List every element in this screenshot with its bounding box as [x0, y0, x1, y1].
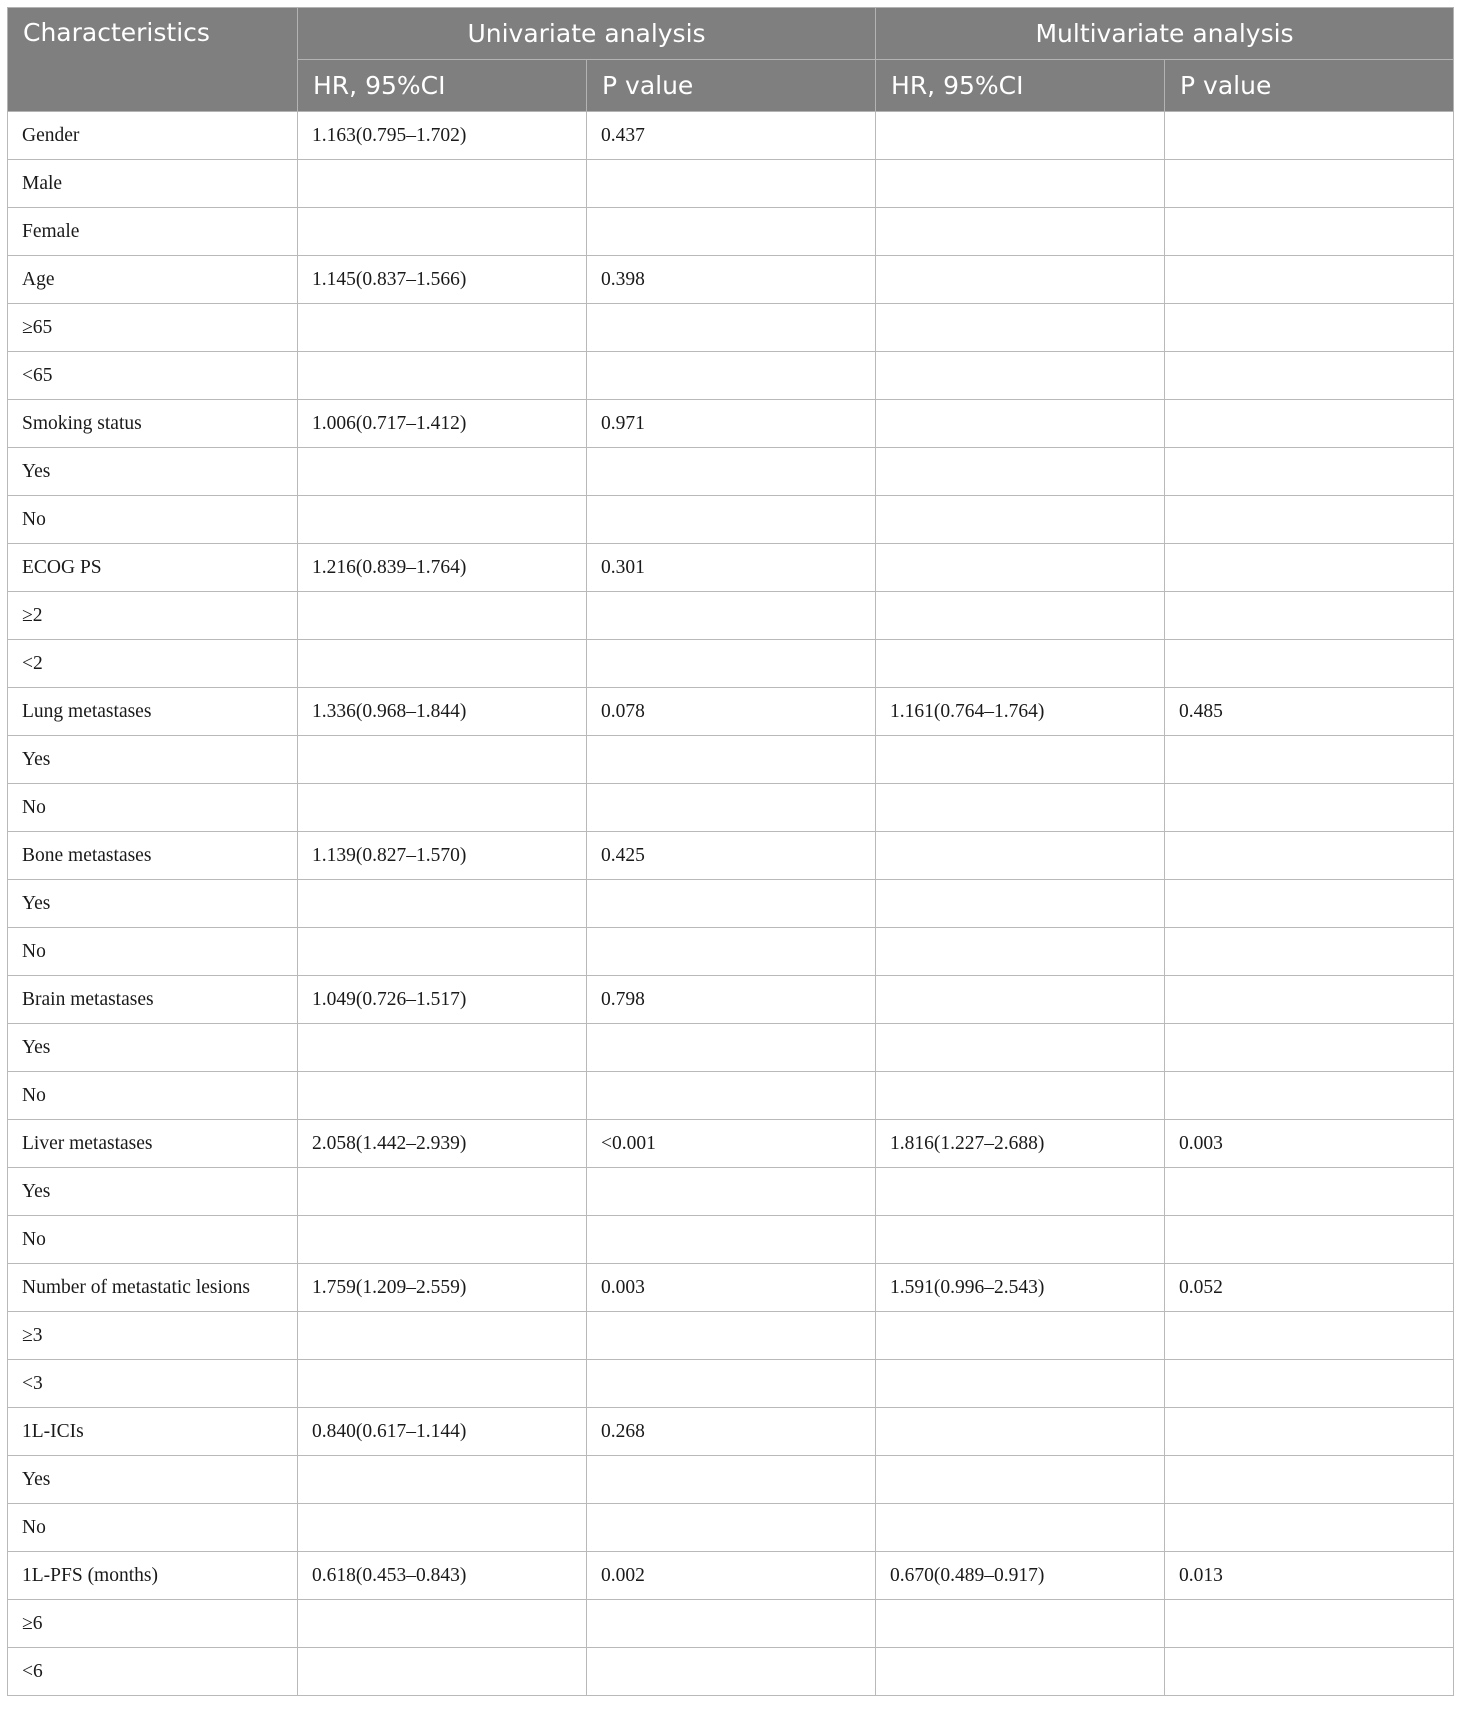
- characteristic-cell: Brain metastases: [8, 976, 298, 1024]
- table-row: [8, 1168, 1454, 1216]
- characteristic-cell: Yes: [8, 1168, 298, 1216]
- characteristic-cell: No: [8, 1504, 298, 1552]
- univariate-hr-cell: [298, 1648, 587, 1696]
- multivariate-p-cell: [1165, 256, 1454, 304]
- univariate-hr-cell: [298, 928, 587, 976]
- univariate-hr-cell: 2.058(1.442–2.939): [298, 1120, 587, 1168]
- univariate-p-cell: [587, 448, 876, 496]
- table-row: [8, 928, 1454, 976]
- table-row: [8, 1216, 1454, 1264]
- univariate-hr-cell: [298, 736, 587, 784]
- characteristic-cell: ≥6: [8, 1600, 298, 1648]
- characteristic-cell: No: [8, 1072, 298, 1120]
- multivariate-p-cell: [1165, 592, 1454, 640]
- table-row: [8, 1552, 1454, 1600]
- characteristic-cell: Number of metastatic lesions: [8, 1264, 298, 1312]
- univariate-hr-cell: [298, 592, 587, 640]
- multivariate-p-cell: [1165, 736, 1454, 784]
- table-row: [8, 208, 1454, 256]
- multivariate-p-cell: 0.485: [1165, 688, 1454, 736]
- univariate-hr-cell: 1.336(0.968–1.844): [298, 688, 587, 736]
- table-row: [8, 976, 1454, 1024]
- table-row: [8, 400, 1454, 448]
- univariate-p-cell: 0.798: [587, 976, 876, 1024]
- multivariate-p-cell: [1165, 112, 1454, 160]
- characteristic-cell: ≥3: [8, 1312, 298, 1360]
- univariate-p-cell: 0.425: [587, 832, 876, 880]
- univariate-hr-cell: [298, 1360, 587, 1408]
- table-row: [8, 304, 1454, 352]
- multivariate-hr-cell: [876, 496, 1165, 544]
- multivariate-hr-cell: [876, 1024, 1165, 1072]
- multivariate-hr-cell: [876, 880, 1165, 928]
- multivariate-hr-cell: [876, 928, 1165, 976]
- univariate-hr-cell: 1.216(0.839–1.764): [298, 544, 587, 592]
- multivariate-hr-cell: [876, 1312, 1165, 1360]
- multivariate-p-cell: [1165, 832, 1454, 880]
- table-row: [8, 1120, 1454, 1168]
- univariate-p-cell: [587, 496, 876, 544]
- header-multivariate-analysis: Multivariate analysis: [876, 8, 1454, 60]
- table-row: [8, 1264, 1454, 1312]
- multivariate-hr-cell: [876, 1600, 1165, 1648]
- table-row: [8, 1600, 1454, 1648]
- multivariate-hr-cell: [876, 1168, 1165, 1216]
- multivariate-hr-cell: [876, 112, 1165, 160]
- multivariate-p-cell: [1165, 1456, 1454, 1504]
- univariate-p-cell: [587, 1072, 876, 1120]
- multivariate-p-cell: [1165, 1168, 1454, 1216]
- univariate-hr-cell: [298, 448, 587, 496]
- univariate-p-cell: [587, 592, 876, 640]
- univariate-p-cell: 0.003: [587, 1264, 876, 1312]
- univariate-p-cell: [587, 1600, 876, 1648]
- header-univariate-hr: HR, 95%CI: [298, 60, 587, 112]
- multivariate-p-cell: [1165, 1408, 1454, 1456]
- characteristic-cell: Lung metastases: [8, 688, 298, 736]
- multivariate-hr-cell: [876, 304, 1165, 352]
- univariate-p-cell: 0.437: [587, 112, 876, 160]
- characteristic-cell: Gender: [8, 112, 298, 160]
- univariate-p-cell: 0.301: [587, 544, 876, 592]
- univariate-hr-cell: [298, 352, 587, 400]
- table-row: [8, 640, 1454, 688]
- table-body: [8, 112, 1454, 1696]
- multivariate-p-cell: [1165, 496, 1454, 544]
- univariate-hr-cell: 1.006(0.717–1.412): [298, 400, 587, 448]
- table-row: [8, 688, 1454, 736]
- multivariate-p-cell: [1165, 640, 1454, 688]
- univariate-p-cell: 0.078: [587, 688, 876, 736]
- multivariate-p-cell: 0.052: [1165, 1264, 1454, 1312]
- multivariate-hr-cell: [876, 1216, 1165, 1264]
- multivariate-hr-cell: [876, 256, 1165, 304]
- characteristic-cell: Bone metastases: [8, 832, 298, 880]
- univariate-p-cell: [587, 304, 876, 352]
- table-row: [8, 880, 1454, 928]
- multivariate-p-cell: [1165, 352, 1454, 400]
- univariate-hr-cell: [298, 880, 587, 928]
- table-row: [8, 1504, 1454, 1552]
- univariate-hr-cell: [298, 1504, 587, 1552]
- multivariate-hr-cell: 1.591(0.996–2.543): [876, 1264, 1165, 1312]
- characteristic-cell: Age: [8, 256, 298, 304]
- characteristic-cell: Yes: [8, 448, 298, 496]
- univariate-hr-cell: [298, 496, 587, 544]
- multivariate-p-cell: [1165, 1600, 1454, 1648]
- characteristic-cell: <65: [8, 352, 298, 400]
- univariate-p-cell: [587, 1216, 876, 1264]
- multivariate-p-cell: [1165, 1072, 1454, 1120]
- multivariate-hr-cell: [876, 784, 1165, 832]
- univariate-p-cell: [587, 1360, 876, 1408]
- univariate-hr-cell: 0.840(0.617–1.144): [298, 1408, 587, 1456]
- multivariate-hr-cell: [876, 1072, 1165, 1120]
- characteristic-cell: <3: [8, 1360, 298, 1408]
- characteristic-cell: Smoking status: [8, 400, 298, 448]
- multivariate-hr-cell: [876, 1408, 1165, 1456]
- characteristic-cell: No: [8, 1216, 298, 1264]
- table-row: [8, 160, 1454, 208]
- univariate-p-cell: [587, 1504, 876, 1552]
- univariate-p-cell: [587, 928, 876, 976]
- characteristic-cell: No: [8, 928, 298, 976]
- header-univariate-analysis: Univariate analysis: [298, 8, 876, 60]
- multivariate-hr-cell: [876, 1648, 1165, 1696]
- multivariate-hr-cell: [876, 976, 1165, 1024]
- univariate-hr-cell: [298, 304, 587, 352]
- univariate-p-cell: [587, 352, 876, 400]
- multivariate-hr-cell: [876, 1504, 1165, 1552]
- table-row: [8, 448, 1454, 496]
- multivariate-hr-cell: [876, 208, 1165, 256]
- univariate-hr-cell: [298, 784, 587, 832]
- univariate-p-cell: [587, 1312, 876, 1360]
- multivariate-hr-cell: 1.816(1.227–2.688): [876, 1120, 1165, 1168]
- multivariate-p-cell: [1165, 880, 1454, 928]
- univariate-p-cell: [587, 880, 876, 928]
- table-row: [8, 544, 1454, 592]
- univariate-p-cell: [587, 1456, 876, 1504]
- header-univariate-p: P value: [587, 60, 876, 112]
- header-row-groups: [8, 8, 1454, 60]
- multivariate-p-cell: [1165, 400, 1454, 448]
- univariate-hr-cell: [298, 1024, 587, 1072]
- characteristic-cell: No: [8, 496, 298, 544]
- univariate-hr-cell: 1.145(0.837–1.566): [298, 256, 587, 304]
- characteristic-cell: ≥2: [8, 592, 298, 640]
- characteristic-cell: Female: [8, 208, 298, 256]
- multivariate-hr-cell: [876, 1360, 1165, 1408]
- characteristic-cell: Yes: [8, 736, 298, 784]
- multivariate-p-cell: [1165, 544, 1454, 592]
- characteristic-cell: Liver metastases: [8, 1120, 298, 1168]
- table-row: [8, 112, 1454, 160]
- table-header: [8, 8, 1454, 112]
- univariate-p-cell: [587, 1648, 876, 1696]
- multivariate-hr-cell: 0.670(0.489–0.917): [876, 1552, 1165, 1600]
- multivariate-p-cell: [1165, 1360, 1454, 1408]
- table-row: [8, 496, 1454, 544]
- characteristic-cell: <6: [8, 1648, 298, 1696]
- multivariate-hr-cell: 1.161(0.764–1.764): [876, 688, 1165, 736]
- multivariate-p-cell: [1165, 1312, 1454, 1360]
- table-row: [8, 1648, 1454, 1696]
- characteristic-cell: ≥65: [8, 304, 298, 352]
- characteristic-cell: No: [8, 784, 298, 832]
- characteristic-cell: 1L-ICIs: [8, 1408, 298, 1456]
- multivariate-p-cell: [1165, 928, 1454, 976]
- characteristic-cell: 1L-PFS (months): [8, 1552, 298, 1600]
- univariate-hr-cell: [298, 1600, 587, 1648]
- multivariate-hr-cell: [876, 640, 1165, 688]
- univariate-hr-cell: [298, 1312, 587, 1360]
- univariate-p-cell: [587, 736, 876, 784]
- characteristic-cell: Yes: [8, 1024, 298, 1072]
- univariate-hr-cell: [298, 1168, 587, 1216]
- characteristic-cell: Male: [8, 160, 298, 208]
- multivariate-hr-cell: [876, 352, 1165, 400]
- univariate-p-cell: [587, 1168, 876, 1216]
- header-characteristics: Characteristics: [8, 8, 298, 112]
- univariate-p-cell: [587, 1024, 876, 1072]
- univariate-hr-cell: 0.618(0.453–0.843): [298, 1552, 587, 1600]
- table-row: [8, 1072, 1454, 1120]
- univariate-hr-cell: 1.139(0.827–1.570): [298, 832, 587, 880]
- univariate-hr-cell: [298, 1456, 587, 1504]
- multivariate-hr-cell: [876, 1456, 1165, 1504]
- multivariate-p-cell: [1165, 1504, 1454, 1552]
- table-row: [8, 592, 1454, 640]
- table-row: [8, 784, 1454, 832]
- header-multivariate-p: P value: [1165, 60, 1454, 112]
- univariate-p-cell: [587, 160, 876, 208]
- multivariate-p-cell: [1165, 208, 1454, 256]
- univariate-p-cell: <0.001: [587, 1120, 876, 1168]
- multivariate-hr-cell: [876, 160, 1165, 208]
- univariate-p-cell: [587, 208, 876, 256]
- multivariate-p-cell: [1165, 976, 1454, 1024]
- univariate-hr-cell: [298, 640, 587, 688]
- univariate-hr-cell: 1.049(0.726–1.517): [298, 976, 587, 1024]
- multivariate-p-cell: [1165, 784, 1454, 832]
- univariate-p-cell: 0.398: [587, 256, 876, 304]
- multivariate-p-cell: [1165, 1216, 1454, 1264]
- multivariate-hr-cell: [876, 592, 1165, 640]
- univariate-p-cell: 0.002: [587, 1552, 876, 1600]
- univariate-hr-cell: [298, 1072, 587, 1120]
- data-table: [7, 7, 1454, 1696]
- multivariate-hr-cell: [876, 400, 1165, 448]
- multivariate-p-cell: [1165, 1024, 1454, 1072]
- table-row: [8, 256, 1454, 304]
- multivariate-hr-cell: [876, 544, 1165, 592]
- univariate-p-cell: [587, 784, 876, 832]
- table-row: [8, 832, 1454, 880]
- table-row: [8, 1024, 1454, 1072]
- multivariate-p-cell: 0.013: [1165, 1552, 1454, 1600]
- univariate-hr-cell: [298, 1216, 587, 1264]
- univariate-hr-cell: 1.163(0.795–1.702): [298, 112, 587, 160]
- univariate-p-cell: 0.971: [587, 400, 876, 448]
- table-row: [8, 736, 1454, 784]
- univariate-hr-cell: [298, 208, 587, 256]
- characteristic-cell: <2: [8, 640, 298, 688]
- univariate-hr-cell: 1.759(1.209–2.559): [298, 1264, 587, 1312]
- multivariate-hr-cell: [876, 448, 1165, 496]
- univariate-hr-cell: [298, 160, 587, 208]
- multivariate-p-cell: [1165, 448, 1454, 496]
- multivariate-hr-cell: [876, 736, 1165, 784]
- multivariate-p-cell: [1165, 160, 1454, 208]
- univariate-p-cell: [587, 640, 876, 688]
- multivariate-p-cell: [1165, 304, 1454, 352]
- univariate-p-cell: 0.268: [587, 1408, 876, 1456]
- table-row: [8, 1408, 1454, 1456]
- header-multivariate-hr: HR, 95%CI: [876, 60, 1165, 112]
- cox-regression-table: [7, 7, 1453, 1696]
- multivariate-p-cell: 0.003: [1165, 1120, 1454, 1168]
- table-row: [8, 1456, 1454, 1504]
- characteristic-cell: Yes: [8, 1456, 298, 1504]
- multivariate-hr-cell: [876, 832, 1165, 880]
- characteristic-cell: ECOG PS: [8, 544, 298, 592]
- multivariate-p-cell: [1165, 1648, 1454, 1696]
- table-row: [8, 1360, 1454, 1408]
- table-row: [8, 352, 1454, 400]
- table-row: [8, 1312, 1454, 1360]
- characteristic-cell: Yes: [8, 880, 298, 928]
